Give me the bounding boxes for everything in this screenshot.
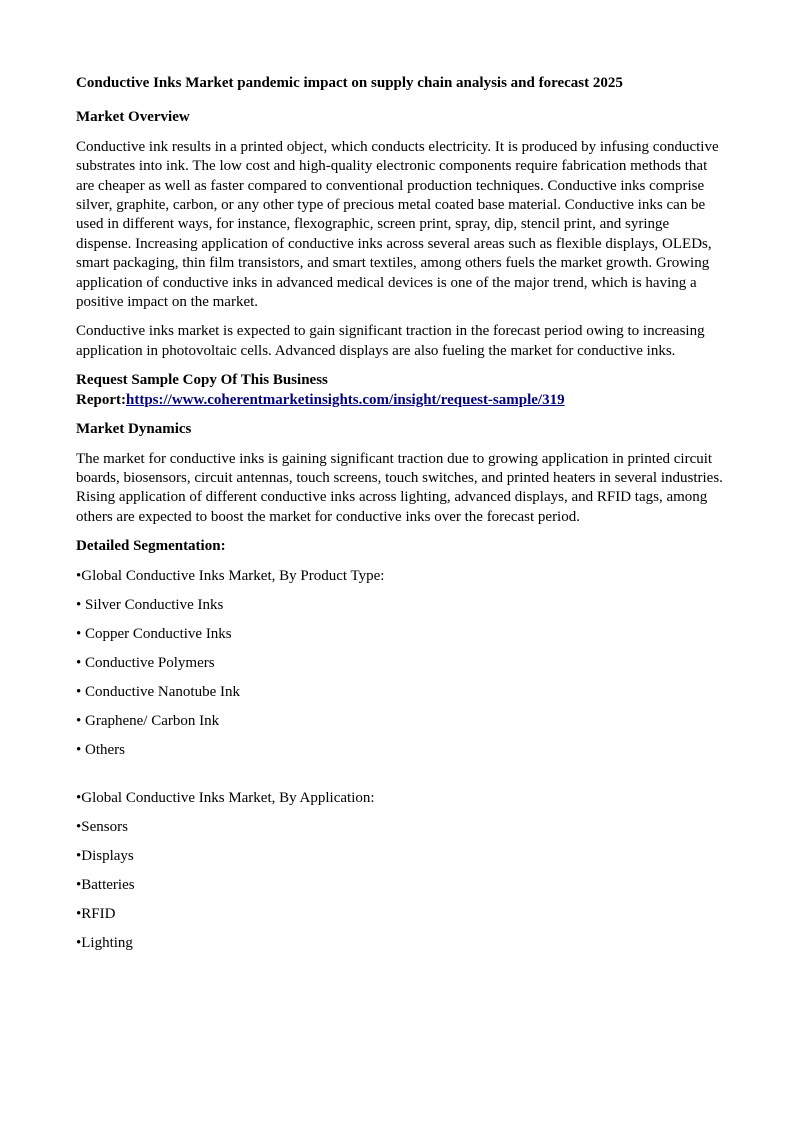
document-page bbox=[76, 74, 724, 963]
request-sample-block bbox=[76, 371, 724, 410]
market-dynamics-heading: Market Dynamics bbox=[76, 421, 192, 438]
list-item: •Lighting bbox=[76, 934, 133, 951]
dynamics-paragraph: The market for conductive inks is gaining significant traction due to growing application in printed circuit boards, biosensors, circuit antennas, touch screens, touch switches, and printed heaters in several industries. Rising application of different conductive inks across lighting, advanced displays, and RFID tags, among others are expected to boost the market for conductive inks over the forecast period. bbox=[76, 450, 723, 525]
product-type-heading: •Global Conductive Inks Market, By Product Type: bbox=[76, 567, 385, 584]
list-item: •Displays bbox=[76, 847, 134, 864]
request-sample-text: Request Sample Copy Of This Business bbox=[76, 372, 328, 389]
product-type-list bbox=[76, 567, 724, 760]
overview-paragraph-2: Conductive inks market is expected to gain significant traction in the forecast period owing to increasing application in photovoltaic cells. Advanced displays are also fueling the market for conductive inks. bbox=[76, 323, 705, 359]
list-item: •RFID bbox=[76, 905, 116, 922]
list-item: • Graphene/ Carbon Ink bbox=[76, 712, 220, 729]
request-sample-link[interactable]: https://www.coherentmarketinsights.com/insight/request-sample/319 bbox=[125, 391, 565, 408]
application-list bbox=[76, 789, 724, 953]
list-item: • Silver Conductive Inks bbox=[76, 596, 224, 613]
request-report-label: Report: bbox=[76, 391, 126, 408]
list-item: • Others bbox=[76, 741, 125, 758]
list-item: •Sensors bbox=[76, 818, 128, 835]
section-spacer bbox=[76, 770, 724, 789]
document-title: Conductive Inks Market pandemic impact on supply chain analysis and forecast 2025 bbox=[76, 75, 623, 91]
list-item: •Batteries bbox=[76, 876, 135, 893]
application-heading: •Global Conductive Inks Market, By Application: bbox=[76, 789, 375, 806]
list-item: • Conductive Nanotube Ink bbox=[76, 683, 240, 700]
market-overview-heading: Market Overview bbox=[76, 109, 190, 126]
list-item: • Conductive Polymers bbox=[76, 654, 215, 671]
overview-paragraph-1: Conductive ink results in a printed object, which conducts electricity. It is produced by infusing conductive substrates into ink. The low cost and high-quality electronic components require fabrication methods that are cheaper as well as faster compared to conventional production techniques. Conductive inks comprise silver, graphite, carbon, or any other type of precious metal coated base material. Conductive inks can be used in different ways, for instance, flexographic, screen print, spray, dip, stencil print, and syringe dispense. Increasing application of conductive inks across several areas such as flexible displays, OLEDs, smart packaging, thin film transistors, and smart textiles, among others fuels the market growth. Growing application of conductive inks in advanced medical devices is one of the major trend, which is having a positive impact on the market. bbox=[76, 138, 719, 311]
list-item: • Copper Conductive Inks bbox=[76, 625, 232, 642]
segmentation-heading: Detailed Segmentation: bbox=[76, 538, 226, 555]
